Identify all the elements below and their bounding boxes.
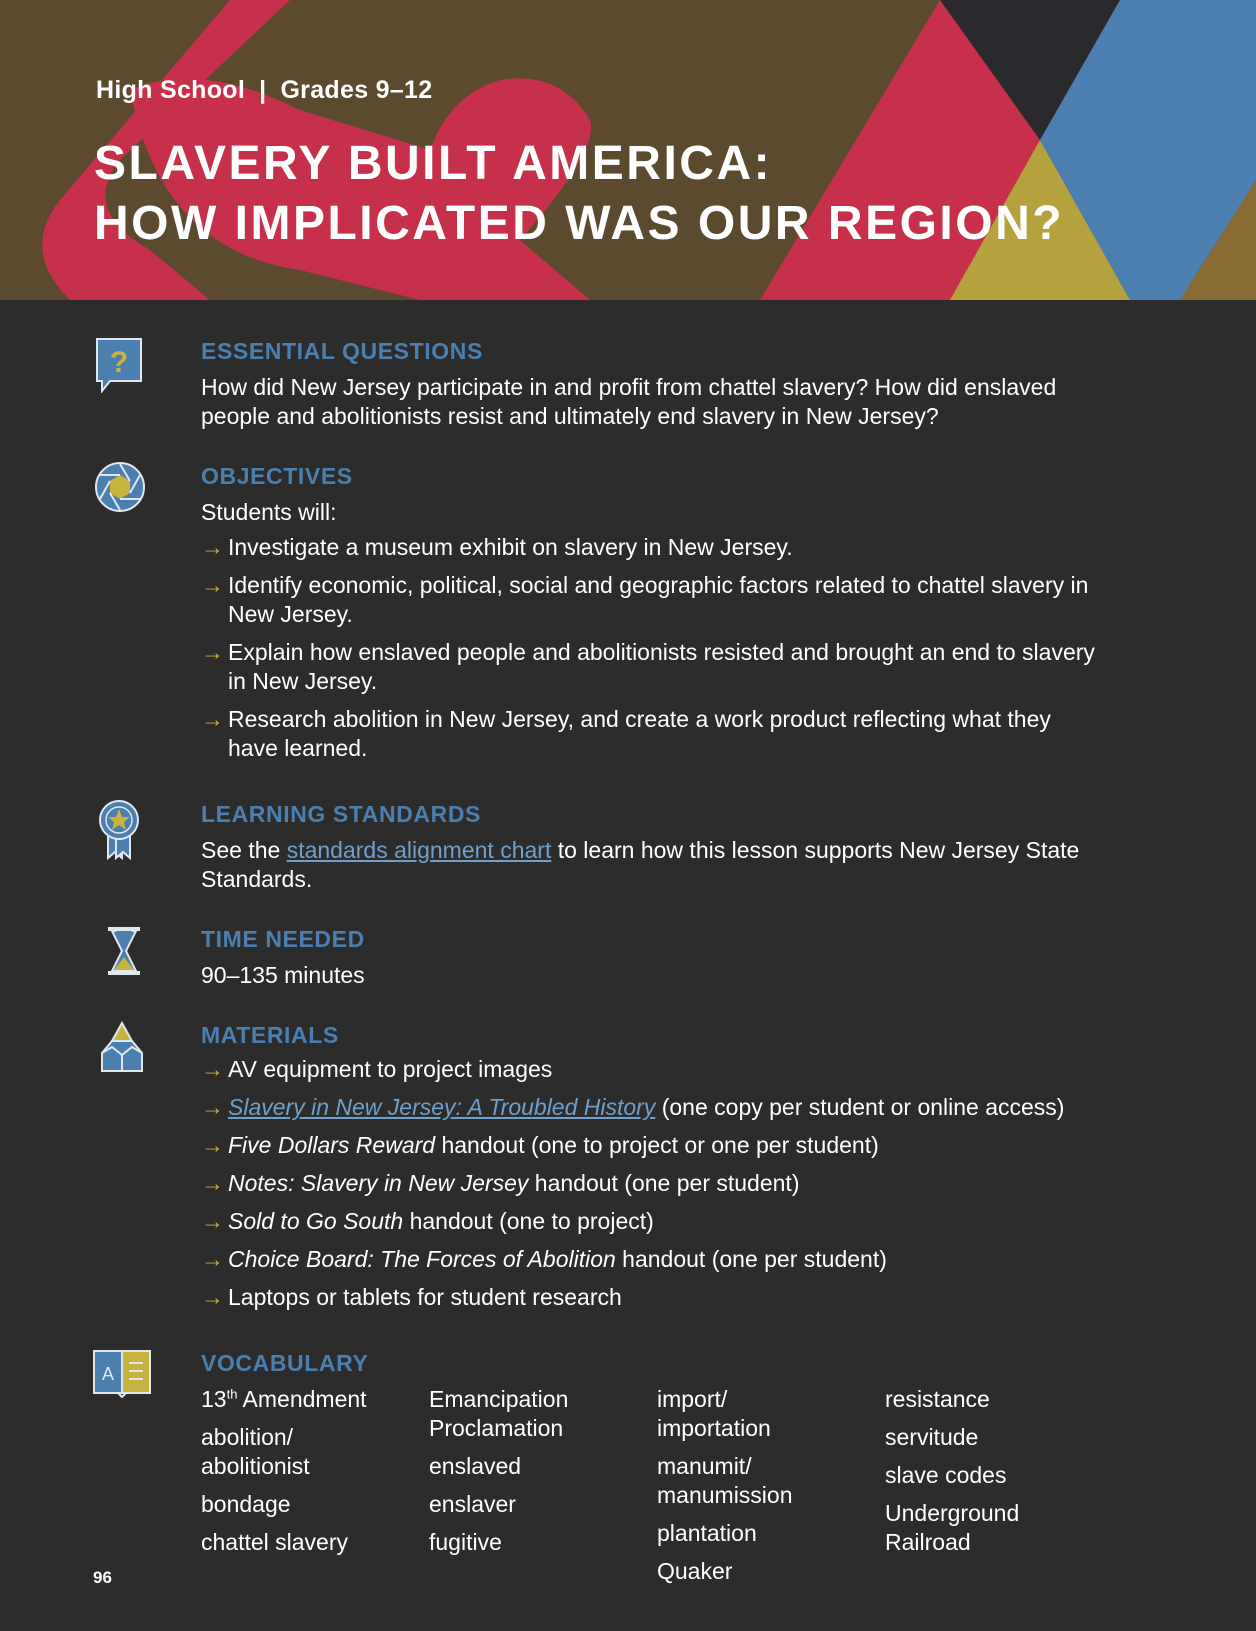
list-item: [201, 1245, 1101, 1274]
learning-standards-heading: LEARNING STANDARDS: [201, 801, 481, 827]
meta-separator: |: [259, 76, 267, 104]
vocab-column-1: [201, 1385, 429, 1595]
vocab-column-4: [885, 1385, 1113, 1595]
svg-text:?: ?: [109, 346, 129, 379]
material-text: AV equipment to project images: [228, 1056, 553, 1082]
svg-text:A: A: [101, 1364, 115, 1384]
vocab-term: Quaker: [657, 1558, 733, 1584]
school-level: High School: [96, 76, 246, 104]
vocab-term: plantation: [657, 1520, 757, 1546]
header-banner: [0, 0, 1256, 300]
vocab-column-3: [657, 1385, 885, 1595]
vocab-column-2: [429, 1385, 657, 1595]
material-text: handout (one per student): [615, 1246, 887, 1272]
objectives-heading: OBJECTIVES: [201, 463, 353, 489]
dictionary-book-icon: [94, 1349, 150, 1409]
page-number: 96: [93, 1568, 112, 1587]
objective-text: Investigate a museum exhibit on slavery in New Jersey.: [228, 534, 793, 560]
material-text: handout (one per student): [528, 1170, 800, 1196]
vocab-term: servitude: [885, 1424, 979, 1450]
vocabulary-grid: [201, 1385, 1161, 1595]
material-title: Sold to Go South: [228, 1208, 404, 1234]
learning-standards-text: [201, 836, 1101, 894]
vocab-term: import/ importation: [657, 1386, 771, 1441]
materials-list: [201, 1055, 1101, 1312]
material-title: Five Dollars Reward: [228, 1132, 436, 1158]
material-text: handout (one to project or one per student): [435, 1132, 879, 1158]
vocab-term: [201, 1385, 429, 1414]
arrow-right-icon: →: [201, 1170, 224, 1196]
vocabulary-heading: VOCABULARY: [201, 1350, 369, 1376]
vocab-term: enslaver: [429, 1491, 516, 1517]
time-needed-heading: TIME NEEDED: [201, 926, 365, 952]
vocab-term: enslaved: [429, 1453, 522, 1479]
standards-alignment-chart-link[interactable]: standards alignment chart: [286, 837, 552, 863]
objectives-intro: Students will:: [201, 499, 337, 525]
material-text: handout (one to project): [403, 1208, 654, 1234]
vocab-term: manumit/ manumission: [657, 1453, 793, 1508]
list-item: [201, 571, 1101, 629]
material-text: (one copy per student or online access): [655, 1094, 1065, 1120]
troubled-history-link[interactable]: Slavery in New Jersey: A Troubled History: [228, 1094, 656, 1120]
hourglass-icon: [94, 925, 150, 985]
objective-text: Explain how enslaved people and abolitionists resisted and brought an end to slavery in New Jersey.: [228, 639, 1095, 694]
vocab-term: chattel slavery: [201, 1529, 349, 1555]
amendment-word: Amendment: [237, 1386, 367, 1412]
question-speech-bubble-icon: [94, 337, 150, 397]
material-title: Notes: Slavery in New Jersey: [228, 1170, 529, 1196]
title-line-2: HOW IMPLICATED WAS OUR REGION?: [94, 197, 1065, 250]
material-title: Choice Board: The Forces of Abolition: [228, 1246, 616, 1272]
arrow-right-icon: →: [201, 639, 224, 665]
arrow-right-icon: →: [201, 706, 224, 732]
arrow-right-icon: →: [201, 1208, 224, 1234]
text-suffix: to learn how this lesson supports New Jersey State Standards.: [201, 837, 1080, 892]
list-item: [201, 1131, 1101, 1160]
list-item: [201, 1207, 1101, 1236]
list-item: [201, 1093, 1101, 1122]
vocab-term: resistance: [885, 1386, 990, 1412]
vocab-term: abolition/ abolitionist: [201, 1424, 310, 1479]
vocab-term: Underground Railroad: [885, 1500, 1020, 1555]
arrow-right-icon: →: [201, 1132, 224, 1158]
ordinal-suffix: th: [226, 1386, 238, 1402]
essential-questions-text: How did New Jersey participate in and profit from chattel slavery? How did enslaved people and abolitionists resist and ultimately end slavery in New Jersey?: [201, 374, 1057, 429]
vocab-term: slave codes: [885, 1462, 1007, 1488]
objectives-list: [201, 533, 1101, 763]
list-item: [201, 533, 1101, 562]
essential-questions-heading: ESSENTIAL QUESTIONS: [201, 338, 483, 364]
grade-range: Grades 9–12: [280, 76, 433, 104]
list-item: [201, 1169, 1101, 1198]
arrow-right-icon: →: [201, 1284, 224, 1310]
amendment-number: 13: [201, 1386, 227, 1412]
camera-aperture-icon: [94, 462, 150, 522]
grade-level-label: [96, 76, 432, 105]
arrow-right-icon: →: [201, 1094, 224, 1120]
title-line-1: SLAVERY BUILT AMERICA:: [94, 137, 773, 190]
arrow-right-icon: →: [201, 1246, 224, 1272]
pencil-icon: [94, 1021, 150, 1081]
vocab-term: bondage: [201, 1491, 291, 1517]
material-text: Laptops or tablets for student research: [228, 1284, 622, 1310]
time-needed-text: 90–135 minutes: [201, 962, 365, 988]
arrow-right-icon: →: [201, 534, 224, 560]
arrow-right-icon: →: [201, 1056, 224, 1082]
vocab-term: fugitive: [429, 1529, 502, 1555]
list-item: [201, 1055, 1101, 1084]
list-item: [201, 705, 1101, 763]
list-item: [201, 1283, 1101, 1312]
award-ribbon-icon: [94, 800, 150, 860]
vocab-term: Emancipation Proclamation: [429, 1386, 569, 1441]
list-item: [201, 638, 1101, 696]
arrow-right-icon: →: [201, 572, 224, 598]
text-prefix: See the: [201, 837, 287, 863]
page-title: [94, 134, 1064, 254]
materials-heading: MATERIALS: [201, 1022, 339, 1048]
objective-text: Research abolition in New Jersey, and create a work product reflecting what they have learned.: [228, 706, 1051, 761]
objective-text: Identify economic, political, social and geographic factors related to chattel slavery in New Jersey.: [228, 572, 1089, 627]
